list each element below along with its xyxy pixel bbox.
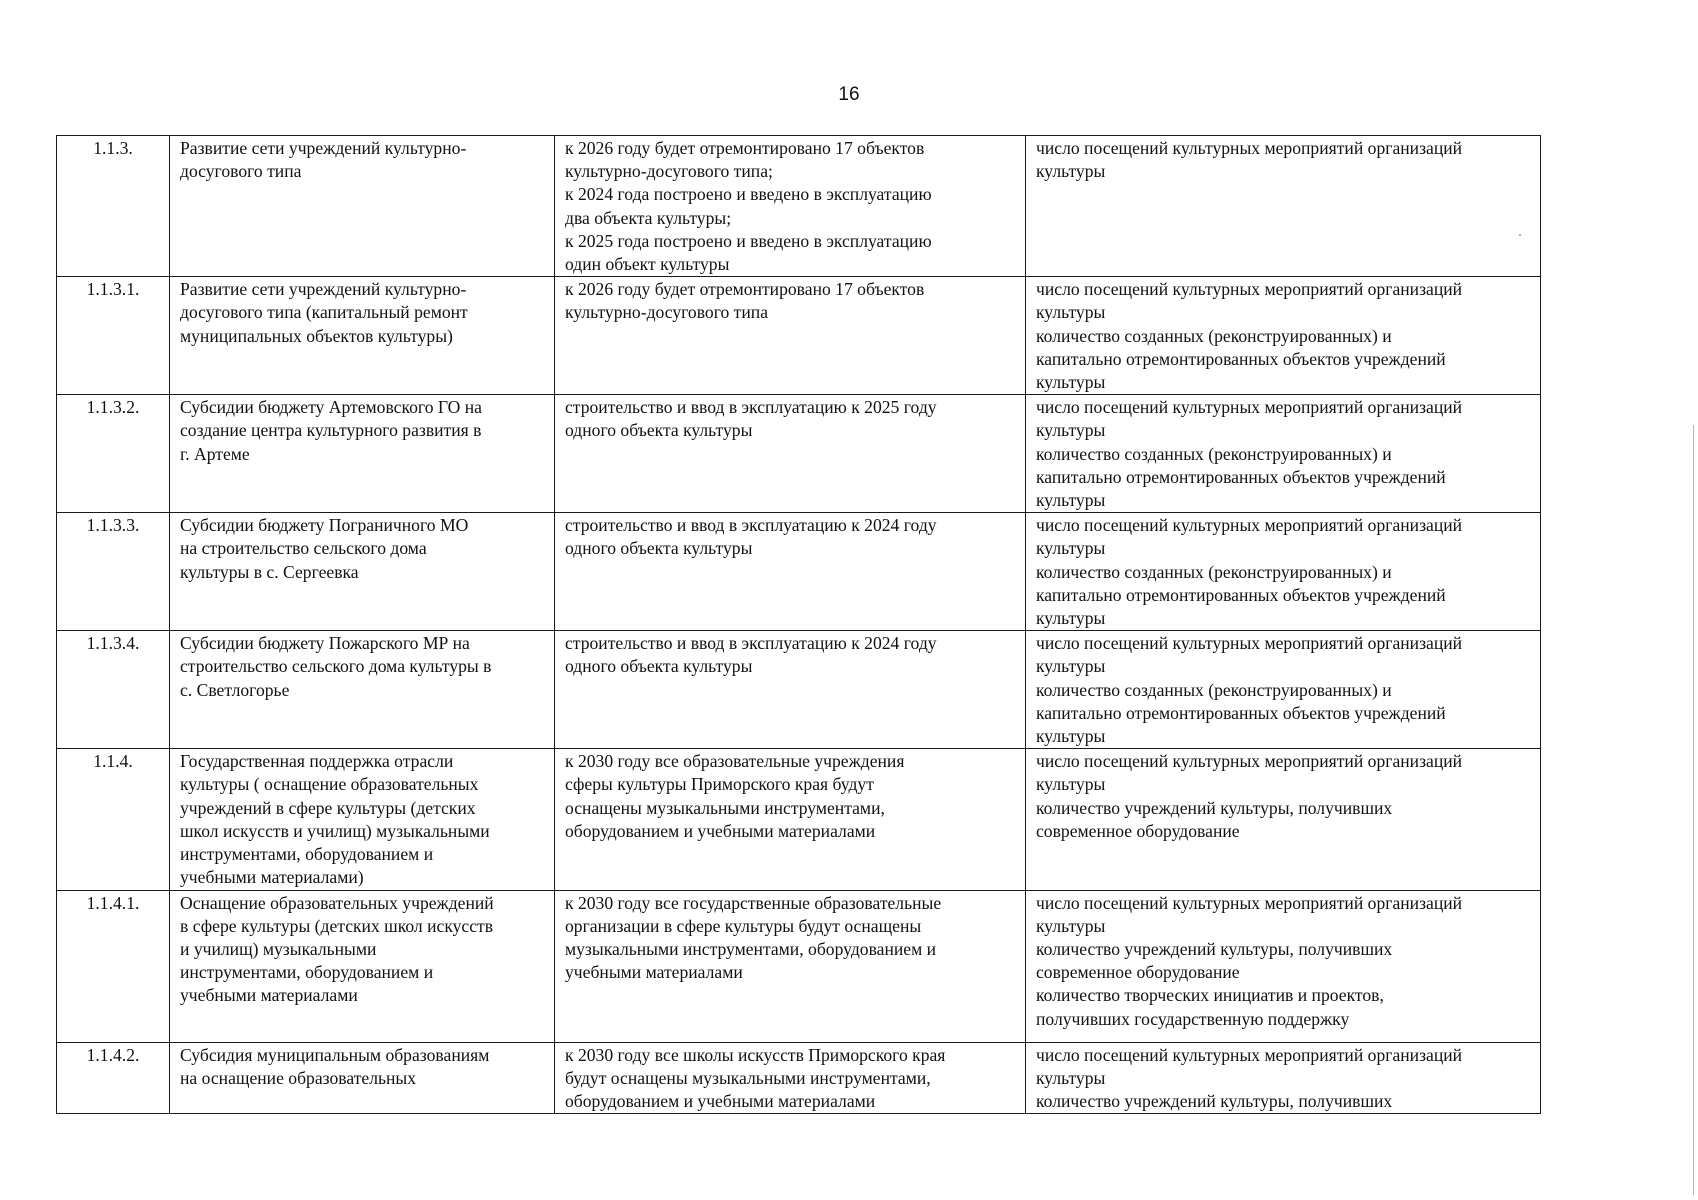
indicator-line: количество созданных (реконструированных) и: [1036, 679, 1392, 700]
row-number-cell: 1.1.3.2.: [57, 395, 170, 513]
name-line: Субсидии бюджету Пограничного МО: [180, 515, 469, 536]
row-number-cell: 1.1.3.: [57, 136, 170, 277]
table-row: [57, 277, 1541, 395]
indicator-line: культуры: [1036, 161, 1106, 182]
indicator-line: число посещений культурных мероприятий организаций: [1036, 633, 1463, 654]
indicator-cell: [1026, 277, 1541, 395]
result-line: культурно-досугового типа: [565, 302, 768, 323]
indicator-line: количество учреждений культуры, получивших: [1036, 938, 1393, 959]
scan-speck: [1519, 234, 1521, 236]
result-line: строительство и ввод в эксплуатацию к 2025 году: [565, 397, 937, 418]
name-line: Государственная поддержка отрасли: [180, 751, 454, 772]
result-line: строительство и ввод в эксплуатацию к 2024 году: [565, 515, 937, 536]
result-cell: [555, 631, 1026, 749]
indicator-cell: [1026, 749, 1541, 890]
indicator-line: культуры: [1036, 726, 1106, 747]
name-line: в сфере культуры (детских школ искусств: [180, 915, 494, 936]
result-line: оборудованием и учебными материалами: [565, 820, 876, 841]
name-cell: [170, 631, 555, 749]
indicator-cell: [1026, 513, 1541, 631]
indicator-line: количество созданных (реконструированных) и: [1036, 561, 1392, 582]
indicator-line: культуры: [1036, 372, 1106, 393]
result-line: к 2026 году будет отремонтировано 17 объектов: [565, 138, 925, 158]
result-line: одного объекта культуры: [565, 538, 753, 559]
name-line: с. Светлогорье: [180, 679, 290, 700]
name-line: муниципальных объектов культуры): [180, 325, 453, 346]
indicator-line: культуры: [1036, 915, 1106, 936]
result-line: один объект культуры: [565, 254, 730, 275]
indicator-line: получивших государственную поддержку: [1036, 1008, 1350, 1029]
row-number-cell: 1.1.3.4.: [57, 631, 170, 749]
result-line: культурно-досугового типа;: [565, 161, 773, 182]
table-row: [57, 513, 1541, 631]
name-cell: [170, 277, 555, 395]
table-row: [57, 1042, 1541, 1114]
indicator-line: количество созданных (реконструированных) и: [1036, 443, 1392, 464]
indicator-line: капитально отремонтированных объектов учреждений: [1036, 466, 1446, 487]
result-line: будут оснащены музыкальными инструментами,: [565, 1067, 931, 1088]
table-row: [57, 749, 1541, 890]
table-row: [57, 631, 1541, 749]
result-line: оснащены музыкальными инструментами,: [565, 797, 885, 818]
indicator-line: число посещений культурных мероприятий организаций: [1036, 751, 1463, 772]
row-number-cell: 1.1.3.1.: [57, 277, 170, 395]
name-line: на строительство сельского дома: [180, 538, 427, 559]
indicator-line: количество учреждений культуры, получивших: [1036, 1090, 1393, 1111]
name-line: школ искусств и училищ) музыкальными: [180, 820, 490, 841]
indicator-line: культуры: [1036, 538, 1106, 559]
table-row: [57, 395, 1541, 513]
indicator-line: капитально отремонтированных объектов учреждений: [1036, 348, 1446, 369]
name-cell: [170, 1042, 555, 1114]
indicator-line: число посещений культурных мероприятий организаций: [1036, 279, 1463, 300]
row-number-cell: 1.1.4.2.: [57, 1042, 170, 1114]
indicator-cell: [1026, 395, 1541, 513]
indicator-line: культуры: [1036, 1067, 1106, 1088]
table-row: [57, 136, 1541, 277]
name-line: г. Артеме: [180, 443, 250, 464]
name-line: создание центра культурного развития в: [180, 420, 482, 441]
result-line: к 2025 года построено и введено в эксплуатацию: [565, 230, 932, 251]
result-line: к 2026 году будет отремонтировано 17 объектов: [565, 279, 925, 300]
indicator-line: современное оборудование: [1036, 820, 1240, 841]
result-line: музыкальными инструментами, оборудованием и: [565, 938, 937, 959]
result-line: к 2030 году все государственные образовательные: [565, 892, 942, 913]
name-line: Развитие сети учреждений культурно-: [180, 138, 467, 158]
indicator-line: культуры: [1036, 302, 1106, 323]
name-line: на оснащение образовательных: [180, 1067, 417, 1088]
name-line: учебными материалами): [180, 867, 364, 888]
indicator-line: культуры: [1036, 490, 1106, 511]
result-line: оборудованием и учебными материалами: [565, 1090, 876, 1111]
indicator-line: культуры: [1036, 774, 1106, 795]
indicator-line: число посещений культурных мероприятий организаций: [1036, 1044, 1463, 1065]
indicator-line: количество творческих инициатив и проектов,: [1036, 985, 1384, 1006]
indicator-line: число посещений культурных мероприятий организаций: [1036, 138, 1463, 158]
name-line: и училищ) музыкальными: [180, 938, 377, 959]
indicator-line: капитально отремонтированных объектов учреждений: [1036, 702, 1446, 723]
indicator-line: современное оборудование: [1036, 962, 1240, 983]
row-number-cell: 1.1.3.3.: [57, 513, 170, 631]
name-cell: [170, 513, 555, 631]
result-cell: [555, 136, 1026, 277]
scan-edge-line: [1693, 425, 1695, 1195]
indicator-line: культуры: [1036, 656, 1106, 677]
name-line: Субсидия муниципальным образованиям: [180, 1044, 490, 1065]
name-line: досугового типа: [180, 161, 302, 182]
result-line: к 2024 года построено и введено в эксплуатацию: [565, 184, 932, 205]
name-line: инструментами, оборудованием и: [180, 844, 434, 865]
indicator-line: количество созданных (реконструированных) и: [1036, 325, 1392, 346]
result-cell: [555, 513, 1026, 631]
indicator-cell: [1026, 136, 1541, 277]
name-line: Субсидии бюджету Пожарского МР на: [180, 633, 470, 654]
name-cell: [170, 136, 555, 277]
name-line: Оснащение образовательных учреждений: [180, 892, 494, 913]
result-cell: [555, 1042, 1026, 1114]
name-line: учреждений в сфере культуры (детских: [180, 797, 476, 818]
indicator-line: число посещений культурных мероприятий организаций: [1036, 892, 1463, 913]
name-cell: [170, 890, 555, 1042]
result-line: одного объекта культуры: [565, 656, 753, 677]
name-line: строительство сельского дома культуры в: [180, 656, 492, 677]
name-cell: [170, 749, 555, 890]
indicator-line: число посещений культурных мероприятий организаций: [1036, 397, 1463, 418]
name-line: Субсидии бюджету Артемовского ГО на: [180, 397, 482, 418]
name-cell: [170, 395, 555, 513]
result-line: два объекта культуры;: [565, 207, 732, 228]
result-cell: [555, 395, 1026, 513]
result-cell: [555, 890, 1026, 1042]
result-line: учебными материалами: [565, 962, 743, 983]
name-line: Развитие сети учреждений культурно-: [180, 279, 467, 300]
row-number-cell: 1.1.4.: [57, 749, 170, 890]
result-line: к 2030 году все школы искусств Приморского края: [565, 1044, 946, 1065]
indicator-line: культуры: [1036, 420, 1106, 441]
result-line: строительство и ввод в эксплуатацию к 2024 году: [565, 633, 937, 654]
indicator-cell: [1026, 1042, 1541, 1114]
indicator-cell: [1026, 890, 1541, 1042]
activities-table: [56, 135, 1541, 1114]
row-number-cell: 1.1.4.1.: [57, 890, 170, 1042]
indicator-line: капитально отремонтированных объектов учреждений: [1036, 584, 1446, 605]
result-line: организации в сфере культуры будут оснащены: [565, 915, 922, 936]
indicator-line: культуры: [1036, 608, 1106, 629]
result-cell: [555, 749, 1026, 890]
indicator-line: число посещений культурных мероприятий организаций: [1036, 515, 1463, 536]
name-line: досугового типа (капитальный ремонт: [180, 302, 468, 323]
indicator-line: количество учреждений культуры, получивших: [1036, 797, 1393, 818]
name-line: культуры ( оснащение образовательных: [180, 774, 479, 795]
result-cell: [555, 277, 1026, 395]
page-number: 16: [838, 84, 860, 105]
name-line: инструментами, оборудованием и: [180, 962, 434, 983]
name-line: учебными материалами: [180, 985, 358, 1006]
name-line: культуры в с. Сергеевка: [180, 561, 359, 582]
result-line: сферы культуры Приморского края будут: [565, 774, 874, 795]
table-row: [57, 890, 1541, 1042]
indicator-cell: [1026, 631, 1541, 749]
result-line: одного объекта культуры: [565, 420, 753, 441]
result-line: к 2030 году все образовательные учреждения: [565, 751, 905, 772]
